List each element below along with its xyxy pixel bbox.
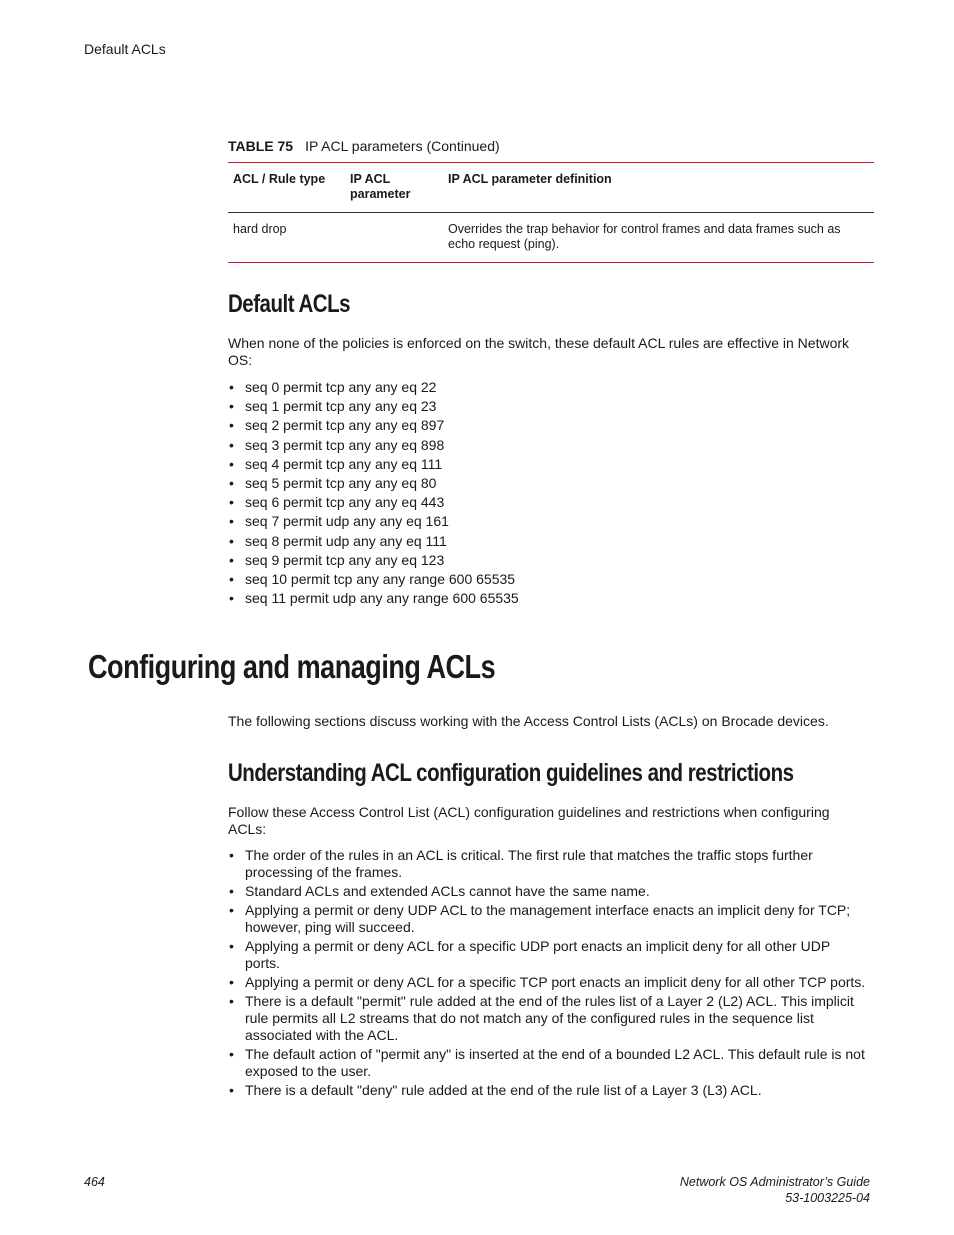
column-header-parameter: IP ACL parameter (350, 172, 411, 201)
footer-doc-info (680, 1175, 870, 1206)
list-item: • seq 3 permit tcp any any eq 898 (228, 436, 868, 455)
list-item: • The default action of "permit any" is inserted at the end of a bounded L2 ACL. This default rule is not exposed to the user. (228, 1046, 868, 1080)
guidelines-list (228, 847, 868, 1099)
list-item: • Standard ACLs and extended ACLs cannot have the same name. (228, 883, 868, 900)
configuring-intro: The following sections discuss working with the Access Control Lists (ACLs) on Brocade devices. (228, 713, 829, 729)
list-item: • Applying a permit or deny ACL for a specific TCP port enacts an implicit deny for all other TCP ports. (228, 974, 868, 991)
table-bottom-rule (228, 262, 874, 263)
list-item: • seq 9 permit tcp any any eq 123 (228, 551, 868, 570)
column-header-rule-type: ACL / Rule type (233, 172, 326, 186)
section-heading-guidelines: Understanding ACL configuration guidelines and restrictions (228, 759, 794, 787)
list-item: • seq 1 permit tcp any any eq 23 (228, 397, 868, 416)
table-cell-definition: Overrides the trap behavior for control frames and data frames such as echo request (ping). (448, 222, 841, 251)
list-item: • seq 6 permit tcp any any eq 443 (228, 493, 868, 512)
table-header-rule (228, 212, 874, 213)
page-number: 464 (84, 1175, 105, 1189)
list-item: • seq 10 permit tcp any any range 600 65535 (228, 570, 868, 589)
list-item: • seq 0 permit tcp any any eq 22 (228, 378, 868, 397)
default-acls-intro: When none of the policies is enforced on the switch, these default ACL rules are effective in Network OS: (228, 335, 850, 368)
list-item: • The order of the rules in an ACL is critical. The first rule that matches the traffic stops further processing of the frames. (228, 847, 868, 881)
list-item: • seq 5 permit tcp any any eq 80 (228, 474, 868, 493)
default-acl-rules-list (228, 378, 868, 608)
footer-guide-title: Network OS Administrator’s Guide (679, 1175, 870, 1189)
list-item: • seq 7 permit udp any any eq 161 (228, 512, 868, 531)
list-item: • There is a default "permit" rule added at the end of the rules list of a Layer 2 (L2) ACL. This implicit rule permits all L2 streams that do not match any of the configured rules in the sequence list associated with the ACL. (228, 993, 868, 1044)
table-caption (228, 138, 500, 154)
list-item: • There is a default "deny" rule added at the end of the rule list of a Layer 3 (L3) ACL. (228, 1082, 868, 1099)
list-item: • Applying a permit or deny UDP ACL to the management interface enacts an implicit deny for TCP; however, ping will succeed. (228, 902, 868, 936)
guidelines-intro: Follow these Access Control List (ACL) configuration guidelines and restrictions when configuring ACLs: (228, 804, 830, 837)
chapter-heading-configuring-acls: Configuring and managing ACLs (88, 648, 496, 685)
table-top-rule (228, 162, 874, 163)
list-item: • seq 4 permit tcp any any eq 111 (228, 455, 868, 474)
list-item: • Applying a permit or deny ACL for a specific UDP port enacts an implicit deny for all other UDP ports. (228, 938, 868, 972)
section-heading-default-acls: Default ACLs (228, 290, 351, 318)
footer-doc-number: 53-1003225-04 (785, 1190, 870, 1205)
table-cell-rule-type: hard drop (233, 222, 287, 236)
running-header: Default ACLs (84, 41, 166, 57)
table-caption-number: TABLE 75 (228, 138, 294, 154)
list-item: • seq 11 permit udp any any range 600 65535 (228, 589, 868, 608)
list-item: • seq 2 permit tcp any any eq 897 (228, 416, 868, 435)
list-item: • seq 8 permit udp any any eq 111 (228, 532, 868, 551)
table-caption-title: IP ACL parameters (Continued) (305, 138, 500, 154)
column-header-definition: IP ACL parameter definition (448, 172, 612, 186)
